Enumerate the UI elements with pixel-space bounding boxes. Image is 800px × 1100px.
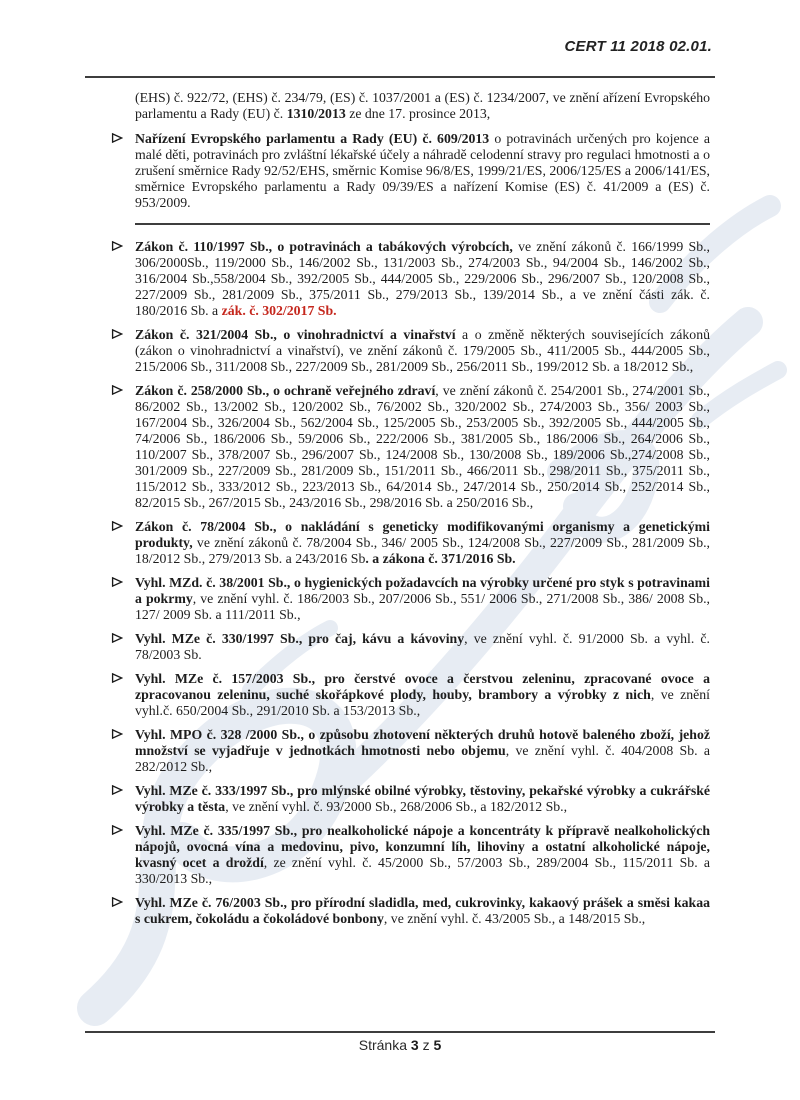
text-segment: Zákon č. 110/1997 Sb., o potravinách a tabákových výrobcích, — [135, 239, 513, 254]
regulation-text — [135, 631, 710, 663]
regulation-item — [135, 631, 710, 663]
regulation-text — [135, 783, 710, 815]
regulation-item — [135, 327, 710, 375]
text-segment: , ze znění vyhl. č. 45/2000 Sb., 57/2003 Sb., 289/2004 Sb., 115/2011 Sb. a 330/2013 Sb., — [135, 855, 711, 886]
header-divider — [85, 76, 715, 78]
arrow-bullet-icon — [111, 728, 123, 740]
text-segment: , ve znění vyhl. č. 91/2000 Sb. a vyhl. č. 78/2003 Sb. — [135, 631, 710, 662]
regulation-item — [135, 823, 710, 887]
total-pages: 5 — [433, 1037, 442, 1053]
current-page: 3 — [410, 1037, 419, 1053]
text-segment: Vyhl. MZe č. 76/2003 Sb., pro přírodní sladidla, med, cukrovinky, kakaový prášek a směsi kakaa s cukrem, čokoládu a čokoládové bonbony — [135, 895, 710, 926]
text-segment: Vyhl. MZe č. 157/2003 Sb., pro čerstvé ovoce a čerstvou zeleninu, zpracované ovoce a zpracovanou zeleninu, suché skořápkové plody, houby, brambory a výrobky z nich — [135, 671, 710, 702]
text-segment: Vyhl. MZd. č. 38/2001 Sb., o hygienických požadavcích na výrobky určené pro styk s potravinami a pokrmy — [135, 575, 710, 606]
text-segment: , ve znění zákonů č. 254/2001 Sb., 274/2001 Sb., 86/2002 Sb., 13/2002 Sb., 120/2002 Sb., 76/2002 Sb., 320/2002 Sb., 274/2003 Sb., 356/ 2003 Sb., 167/2004 Sb., 326/2004 Sb., 562/2004 Sb., 125/2005 Sb., 253/2005 Sb., 392/2005 Sb., 444/2005 Sb., 74/2006 Sb., 186/2006 Sb., 59/2006 Sb., 222/2006 Sb., 381/2005 Sb., 186/2006 Sb., 264/2006 Sb., 110/2007 Sb., 378/2007 Sb., 296/2007 Sb., 124/2008 Sb., 130/2008 Sb., 189/2006 Sb.,274/2008 Sb., 301/2009 Sb., 227/2009 Sb., 281/2009 Sb., 151/2011 Sb., 466/2011 Sb., 298/2011 Sb., 375/2011 Sb., 115/2012 Sb., 333/2012 Sb., 223/2013 Sb., 64/2014 Sb., 247/2014 Sb., 250/2014 Sb., 252/2014 Sb., 82/2015 Sb., 267/2015 Sb., 243/2016 Sb., 298/2016 Sb. a 250/2016 Sb., — [135, 383, 710, 510]
regulation-item — [135, 895, 710, 927]
regulation-text — [135, 727, 710, 775]
regulation-content — [135, 90, 710, 935]
regulation-item — [135, 239, 710, 319]
regulation-item — [135, 383, 710, 511]
text-segment: . a zákona č. 371/2016 Sb. — [365, 551, 516, 566]
text-segment: ze dne 17. prosince 2013, — [345, 106, 491, 121]
arrow-bullet-icon — [111, 576, 123, 588]
regulation-text — [135, 131, 710, 211]
regulation-text — [135, 823, 710, 887]
regulation-text — [135, 239, 710, 319]
regulation-item — [135, 575, 710, 623]
arrow-bullet-icon — [111, 328, 123, 340]
arrow-bullet-icon — [111, 632, 123, 644]
text-segment: Zákon č. 258/2000 Sb., o ochraně veřejného zdraví — [135, 383, 436, 398]
text-segment: (EHS) č. 922/72, (EHS) č. 234/79, (ES) č. 1037/2001 a (ES) č. 1234/2007, ve znění ařízení Evropského parlamentu a Rady (EU) č. — [135, 90, 710, 121]
text-segment: o potravinách určených pro kojence a malé děti, potravinách pro zvláštní lékařské účely a náhradě celodenní stravy pro regulaci hmotnosti a o zrušení směrnice Rady 92/52/EHS, směrnic Komise 96/8/ES, 1999/21/ES, 2006/125/ES a 2006/141/ES, směrnice Evropského parlamentu a Rady 09/39/ES a nařízení Komise (ES) č. 41/2009 a (ES) č. 953/2009. — [135, 131, 710, 210]
text-segment: Nařízení Evropského parlamentu a Rady (EU) č. 609/2013 — [135, 131, 490, 146]
regulation-item — [135, 727, 710, 775]
arrow-bullet-icon — [111, 384, 123, 396]
text-segment: , ve znění vyhl. č. 43/2005 Sb., a 148/2015 Sb., — [383, 911, 646, 926]
arrow-bullet-icon — [111, 784, 123, 796]
national-regulation-list — [135, 239, 710, 927]
text-segment: Vyhl. MPO č. 328 /2000 Sb., o způsobu zhotovení některých druhů hotově baleného zboží, jehož množství se vyjadřuje v jednotkách hmotnosti nebo objemu — [135, 727, 710, 758]
regulation-item — [135, 519, 710, 567]
text-segment: , ve znění vyhl. č. 93/2000 Sb., 268/2006 Sb., a 182/2012 Sb., — [225, 799, 568, 814]
text-segment: Vyhl. MZe č. 335/1997 Sb., pro nealkoholické nápoje a koncentráty k přípravě nealkoholických nápojů, ovocná vína a medovinu, pivo, konzumní líh, lihoviny a ostatní alkoholické nápoje, kvasný ocet a droždí — [135, 823, 710, 870]
regulation-item — [135, 783, 710, 815]
page-label: Stránka — [358, 1037, 407, 1053]
regulation-text — [135, 575, 710, 623]
of-label: z — [422, 1037, 430, 1053]
arrow-bullet-icon — [111, 520, 123, 532]
regulation-item — [135, 131, 710, 211]
text-segment: Zákon č. 78/2004 Sb., o nakládání s geneticky modifikovanými organismy a genetickými produkty, — [135, 519, 710, 550]
text-segment: 1310/2013 — [286, 106, 346, 121]
text-segment: zák. č. 302/2017 Sb. — [221, 303, 337, 318]
arrow-bullet-icon — [111, 896, 123, 908]
regulation-text — [135, 671, 710, 719]
regulation-text — [135, 327, 710, 375]
text-segment: , ve znění vyhl. č. 404/2008 Sb. a 282/2012 Sb., — [135, 743, 710, 774]
regulation-text — [135, 383, 710, 511]
document-code: CERT 11 2018 02.01. — [564, 38, 712, 55]
arrow-bullet-icon — [111, 672, 123, 684]
arrow-bullet-icon — [111, 824, 123, 836]
page-number — [0, 1037, 800, 1053]
text-segment: , ve znění vyhl. č. 186/2003 Sb., 207/2006 Sb., 551/ 2006 Sb., 271/2008 Sb., 386/ 2008 Sb., 127/ 2009 Sb. a 111/2011 Sb., — [135, 591, 710, 622]
text-segment: , ve znění vyhl.č. 650/2004 Sb., 291/2010 Sb. a 153/2013 Sb., — [135, 687, 711, 718]
text-segment: ve znění zákonů č. 166/1999 Sb., 306/2000Sb., 119/2000 Sb., 146/2002 Sb., 131/2003 Sb., 274/2003 Sb., 94/2004 Sb., 146/2002 Sb., 316/2004 Sb.,558/2004 Sb., 392/2005 Sb., 444/2005 Sb., 229/2006 Sb., 296/2007 Sb., 120/2008 Sb., 227/2009 Sb., 281/2009 Sb., 375/2011 Sb., 279/2013 Sb., 139/2014 Sb., a ve znění části zák. č. 180/2016 Sb. a — [135, 239, 710, 318]
regulation-text — [135, 519, 710, 567]
text-segment: ve znění zákonů č. 78/2004 Sb., 346/ 2005 Sb., 124/2008 Sb., 227/2009 Sb., 281/2009 Sb., 18/2012 Sb., 279/2013 Sb. a 243/2016 Sb — [135, 535, 710, 566]
regulation-item — [135, 671, 710, 719]
footer-divider — [85, 1031, 715, 1033]
regulation-text — [135, 895, 710, 927]
eu-regulation-list — [135, 131, 710, 211]
text-segment: a o změně některých souvisejících zákonů (zákon o vinohradnictví a vinařství), ve znění zákonů č. 179/2005 Sb., 411/2005 Sb., 444/2005 Sb., 215/2006 Sb., 311/2008 Sb., 227/2009 Sb., 281/2009 Sb., 256/2011 Sb., 199/2012 Sb. a 18/2012 Sb., — [135, 327, 710, 374]
continuation-paragraph — [135, 90, 710, 122]
text-segment: Vyhl. MZe č. 330/1997 Sb., pro čaj, kávu a kávoviny — [135, 631, 465, 646]
text-segment: Vyhl. MZe č. 333/1997 Sb., pro mlýnské obilné výrobky, těstoviny, pekařské výrobky a cukrářské výrobky a těsta — [135, 783, 710, 814]
text-segment: Zákon č. 321/2004 Sb., o vinohradnictví a vinařství — [135, 327, 456, 342]
arrow-bullet-icon — [111, 132, 123, 144]
arrow-bullet-icon — [111, 240, 123, 252]
section-divider — [135, 223, 710, 225]
